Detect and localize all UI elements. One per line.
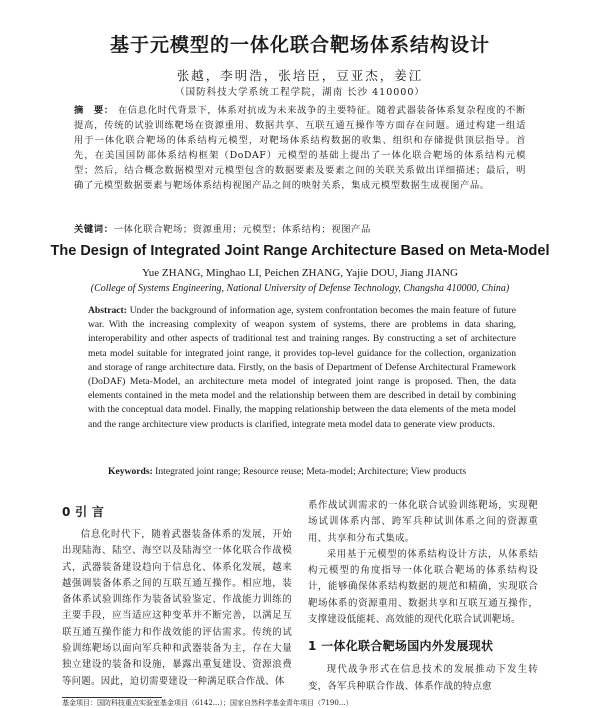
- chinese-keywords-label: 关键词：: [74, 224, 114, 235]
- english-abstract-label: Abstract:: [88, 305, 127, 316]
- english-affiliation: (College of Systems Engineering, National University of Defense Technology, Changsha 410000, China): [90, 283, 510, 294]
- english-abstract-text: Under the background of information age, system confrontation becomes the main feature of future war. With the increasing complexity of weapon system of systems, there are problems in data sharing, interoperability and other aspects of traditional test and training ranges. By constructing a set of architecture meta model suitable for integrated joint range, it provides top-level guidance for the collection, organization and storage of range architecture data. Firstly, on the basis of Department of Defense Architectural Framework (DoDAF) Meta-Model, an architecture meta model of integrated joint range is proposed. Then, the data elements contained in the meta model and the relationship between them are described in detail by combining with the conceptual data model. Finally, the mapping relationship between the data elements of the meta model and the range architecture view products is clarified, integrate meta model data to generate view products.: [88, 305, 516, 430]
- english-keywords-text: Integrated joint range; Resource reuse; Meta-model; Architecture; View products: [155, 466, 467, 477]
- chinese-abstract-label: 摘 要：: [74, 105, 114, 116]
- chinese-title: 基于元模型的一体化联合靶场体系结构设计: [109, 34, 490, 56]
- body-left-column: [62, 498, 292, 690]
- body-right-column: [308, 498, 538, 695]
- chinese-keywords-text: 一体化联合靶场；资源重用；元模型；体系结构；视图产品: [113, 224, 371, 235]
- section-0-heading: 0 引 言: [62, 505, 105, 519]
- english-authors: Yue ZHANG, Minghao LI, Peichen ZHANG, Yajie DOU, Jiang JIANG: [142, 267, 458, 279]
- section-0-paragraph: 信息化时代下，随着武器装备体系的发展，开始出现陆海、陆空、海空以及陆海空一体化联合作战模式，武器装备建设趋向于信息化、体系化发展，越来越强调装备体系之间的互联互通互操作。相应地，装备体系试验训练作为装备试验鉴定、作战能力训练的主要手段，应当适应这种变革并不断完善，以满足互联互通互操作能力和作战效能的评估需求。传统的试验训练靶场以面向军兵种和武器装备为主，存在大量独立建设的装备和设施，暴露出重复建设、资源浪费等问题。因此，迫切需要建设一种满足联合作战、体: [62, 529, 292, 687]
- chinese-affiliation: （国防科技大学系统工程学院，湖南 长沙 410000）: [175, 87, 425, 98]
- english-title: The Design of Integrated Joint Range Architecture Based on Meta-Model: [50, 243, 550, 259]
- chinese-authors: 张越，李明浩，张培臣，豆亚杰，姜江: [176, 68, 424, 83]
- chinese-abstract-text: 在信息化时代背景下，体系对抗成为未来战争的主要特征。随着武器装备体系复杂程度的不断提高，传统的试验训练靶场在资源重用、数据共享、互联互通互操作等方面存在问题。通过构建一组适用于一体化联合靶场的体系结构元模型，对靶场体系结构数据的收集、组织和存储提供顶层指导。首先，在美国国防部体系结构框架（DoDAF）元模型的基础上提出了一体化联合靶场的体系结构元模型；然后，结合概念数据模型对元模型包含的数据要素及要素之间的关联关系做出详细描述；最后，明确了元模型数据要素与靶场体系结构视图产品之间的映射关系，集成元模型数据生成视图产品。: [74, 105, 526, 191]
- section-1-heading: 1 一体化联合靶场国内外发展现状: [308, 639, 494, 654]
- chinese-abstract: [74, 103, 526, 193]
- english-keywords: [108, 466, 528, 477]
- english-abstract: [88, 304, 516, 432]
- footnote: 基金项目：国防科技重点实验室基金项目（6142...）；国家自然科学基金青年项目（7190...）: [62, 699, 353, 707]
- chinese-keywords: [74, 221, 526, 235]
- english-keywords-label: Keywords:: [108, 466, 153, 477]
- right-column-paragraph-2: 采用基于元模型的体系结构设计方法，从体系结构元模型的角度指导一体化联合靶场的体系结构设计，能够确保体系结构数据的规范和精确，实现联合靶场体系的资源重用、数据共享和互联互通互操作，支撑建设低能耗、高效能的现代化联合试训靶场。: [308, 548, 538, 626]
- footnote-divider: [62, 697, 162, 698]
- section-1-paragraph: 现代战争形式在信息技术的发展推动下发生转变，各军兵种联合作战、体系作战的特点愈: [308, 664, 538, 692]
- right-column-paragraph-1: 系作战试训需求的一体化联合试验训练靶场，实现靶场试训体系内部、跨军兵种试训体系之间的资源重用、共享和分布式集成。: [308, 500, 538, 544]
